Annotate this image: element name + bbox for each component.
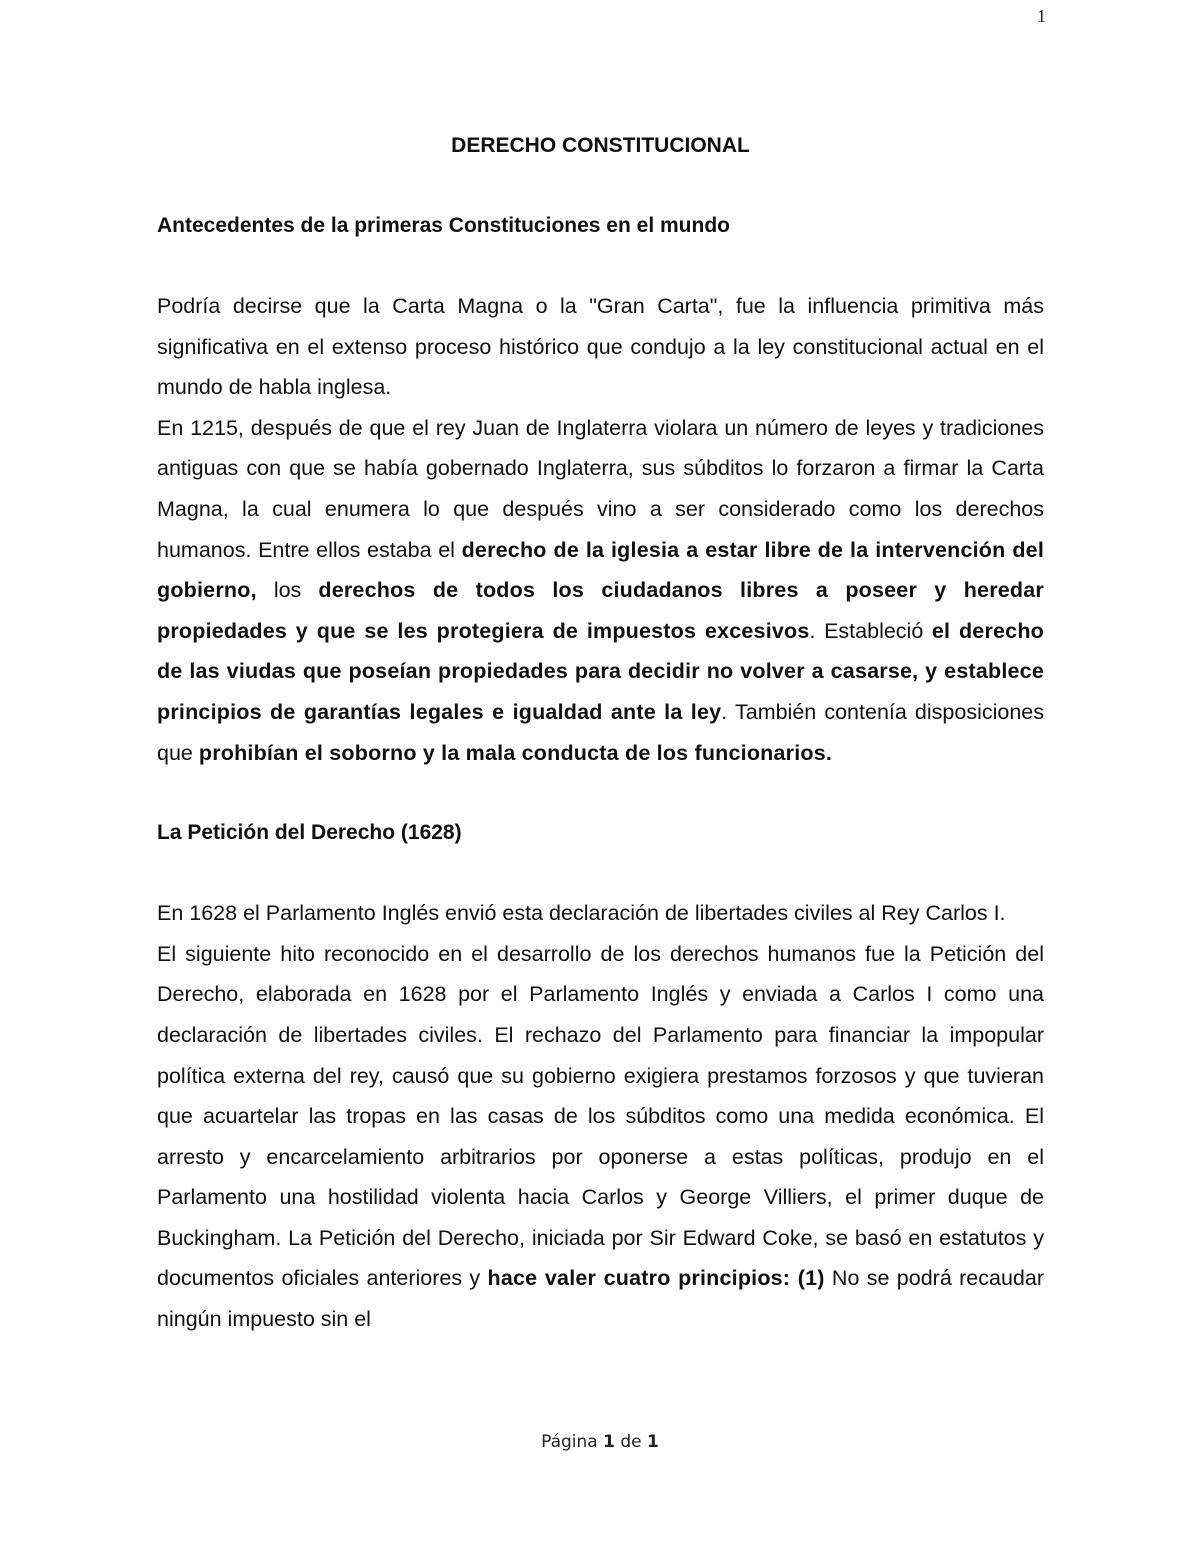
text-run: los [256,578,319,603]
paragraph-carta-magna-intro: Podría decirse que la Carta Magna o la "Gran Carta", fue la influencia primitiva más significativa en el extenso proceso histórico que condujo a la ley constitucional actual en el mundo de habla inglesa. [157,294,1044,400]
paragraph-carta-magna-1215 [157,408,1044,773]
section-heading-peticion: La Petición del Derecho (1628) [157,821,462,845]
footer-label: Página [541,1432,598,1452]
text-run: . También contenía disposiciones que [157,699,1044,765]
text-run: En 1215, después de que el rey Juan de Inglaterra violara un número de leyes y tradiciones antiguas con que se había gobernado Inglaterra, sus súbditos lo forzaron a firmar la Carta Magna, la cual enumera lo que después vino a ser considerado como los derechos humanos. Entre ellos estaba el [157,415,1044,562]
document-title: DERECHO CONSTITUCIONAL [451,134,750,157]
bold-run: derecho de la iglesia a estar libre de la intervención del gobierno, [157,537,1044,603]
paragraph-peticion-detalle [157,934,1044,1340]
section-heading-antecedentes: Antecedentes de la primeras Constituciones en el mundo [157,214,730,237]
text-run: El siguiente hito reconocido en el desarrollo de los derechos humanos fue la Petición del Derecho, elaborada en 1628 por el Parlamento Inglés y enviada a Carlos I como una declaración de libertades civiles. El rechazo del Parlamento para financiar la impopular política externa del rey, causó que su gobierno exigiera prestamos forzosos y que tuvieran que acuartelar las tropas en las casas de los súbditos como una medida económica. El arresto y encarcelamiento arbitrarios por oponerse a estas políticas, produjo en el Parlamento una hostilidad violenta hacia Carlos y George Villiers, el primer duque de Buckingham. La Petición del Derecho, iniciada por Sir Edward Coke, se basó en estatutos y documentos oficiales anteriores y [157,941,1044,1291]
bold-run: el derecho de las viudas que poseían propiedades para decidir no volver a casarse, y establece principios de garantías legales e igualdad ante la ley [157,618,1044,724]
bold-run: prohibían el soborno y la mala conducta de los funcionarios. [198,740,833,765]
footer-total-pages: 1 [647,1432,659,1452]
paragraph-peticion-intro: En 1628 el Parlamento Inglés envió esta declaración de libertades civiles al Rey Carlos I. [157,901,1006,926]
document-body [157,126,1044,1340]
text-run: . Estableció [809,618,932,643]
header-page-number: 1 [1037,6,1046,26]
page-footer [0,1432,1200,1452]
bold-run: derechos de todos los ciudadanos libres a poseer y heredar propiedades y que se les protegiera de impuestos excesivos [157,578,1044,643]
text-run: No se podrá recaudar ningún impuesto sin el [157,1266,1044,1332]
footer-current-page: 1 [603,1432,615,1452]
bold-run: hace valer cuatro principios: (1) [487,1266,825,1291]
footer-of: de [620,1432,642,1452]
